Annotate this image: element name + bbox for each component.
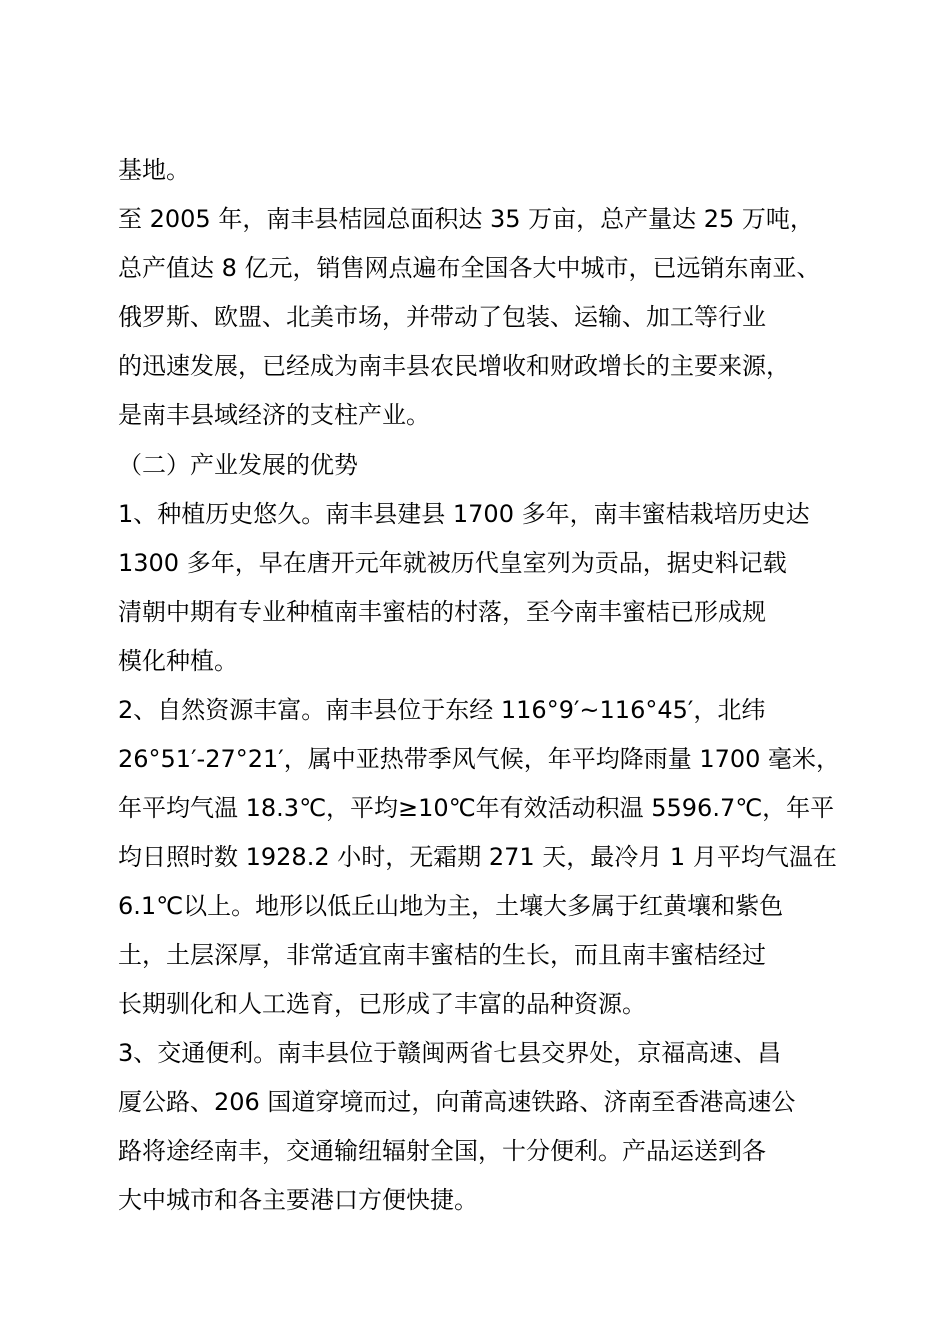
text-line: 的迅速发展，已经成为南丰县农民增收和财政增长的主要来源， bbox=[118, 352, 790, 380]
text-line: 土，土层深厚，非常适宜南丰蜜桔的生长，而且南丰蜜桔经过 bbox=[118, 941, 766, 969]
text-line: 26°51′-27°21′，属中亚热带季风气候，年平均降雨量 1700 毫米， bbox=[118, 745, 841, 773]
text-line: 大中城市和各主要港口方便快捷。 bbox=[118, 1186, 478, 1214]
text-line: 长期驯化和人工选育，已形成了丰富的品种资源。 bbox=[118, 990, 646, 1018]
text-line: 6.1℃以上。地形以低丘山地为主，土壤大多属于红黄壤和紫色 bbox=[118, 892, 784, 920]
text-line: 路将途经南丰，交通输纽辐射全国，十分便利。产品运送到各 bbox=[118, 1137, 766, 1165]
section-heading: （二）产业发展的优势 bbox=[118, 451, 358, 479]
text-line: 2、自然资源丰富。南丰县位于东经 116°9′~116°45′，北纬 bbox=[118, 696, 766, 724]
text-line: 基地。 bbox=[118, 156, 190, 184]
text-line: 清朝中期有专业种植南丰蜜桔的村落，至今南丰蜜桔已形成规 bbox=[118, 598, 766, 626]
text-line: 年平均气温 18.3℃，平均≥10℃年有效活动积温 5596.7℃，年平 bbox=[118, 794, 835, 822]
text-line: 俄罗斯、欧盟、北美市场，并带动了包装、运输、加工等行业 bbox=[118, 303, 766, 331]
text-line: 至 2005 年，南丰县桔园总面积达 35 万亩，总产量达 25 万吨， bbox=[118, 205, 814, 233]
text-line: 3、交通便利。南丰县位于赣闽两省七县交界处，京福高速、昌 bbox=[118, 1039, 782, 1067]
text-line: 是南丰县域经济的支柱产业。 bbox=[118, 401, 430, 429]
text-line: 总产值达 8 亿元，销售网点遍布全国各大中城市，已远销东南亚、 bbox=[118, 254, 821, 282]
text-line: 1、种植历史悠久。南丰县建县 1700 多年，南丰蜜桔栽培历史达 bbox=[118, 500, 810, 528]
text-line: 1300 多年，早在唐开元年就被历代皇室列为贡品，据史料记载 bbox=[118, 549, 787, 577]
text-line: 均日照时数 1928.2 小时，无霜期 271 天，最冷月 1 月平均气温在 bbox=[118, 843, 837, 871]
text-line: 模化种植。 bbox=[118, 647, 238, 675]
text-line: 厦公路、206 国道穿境而过，向莆高速铁路、济南至香港高速公 bbox=[118, 1088, 796, 1116]
